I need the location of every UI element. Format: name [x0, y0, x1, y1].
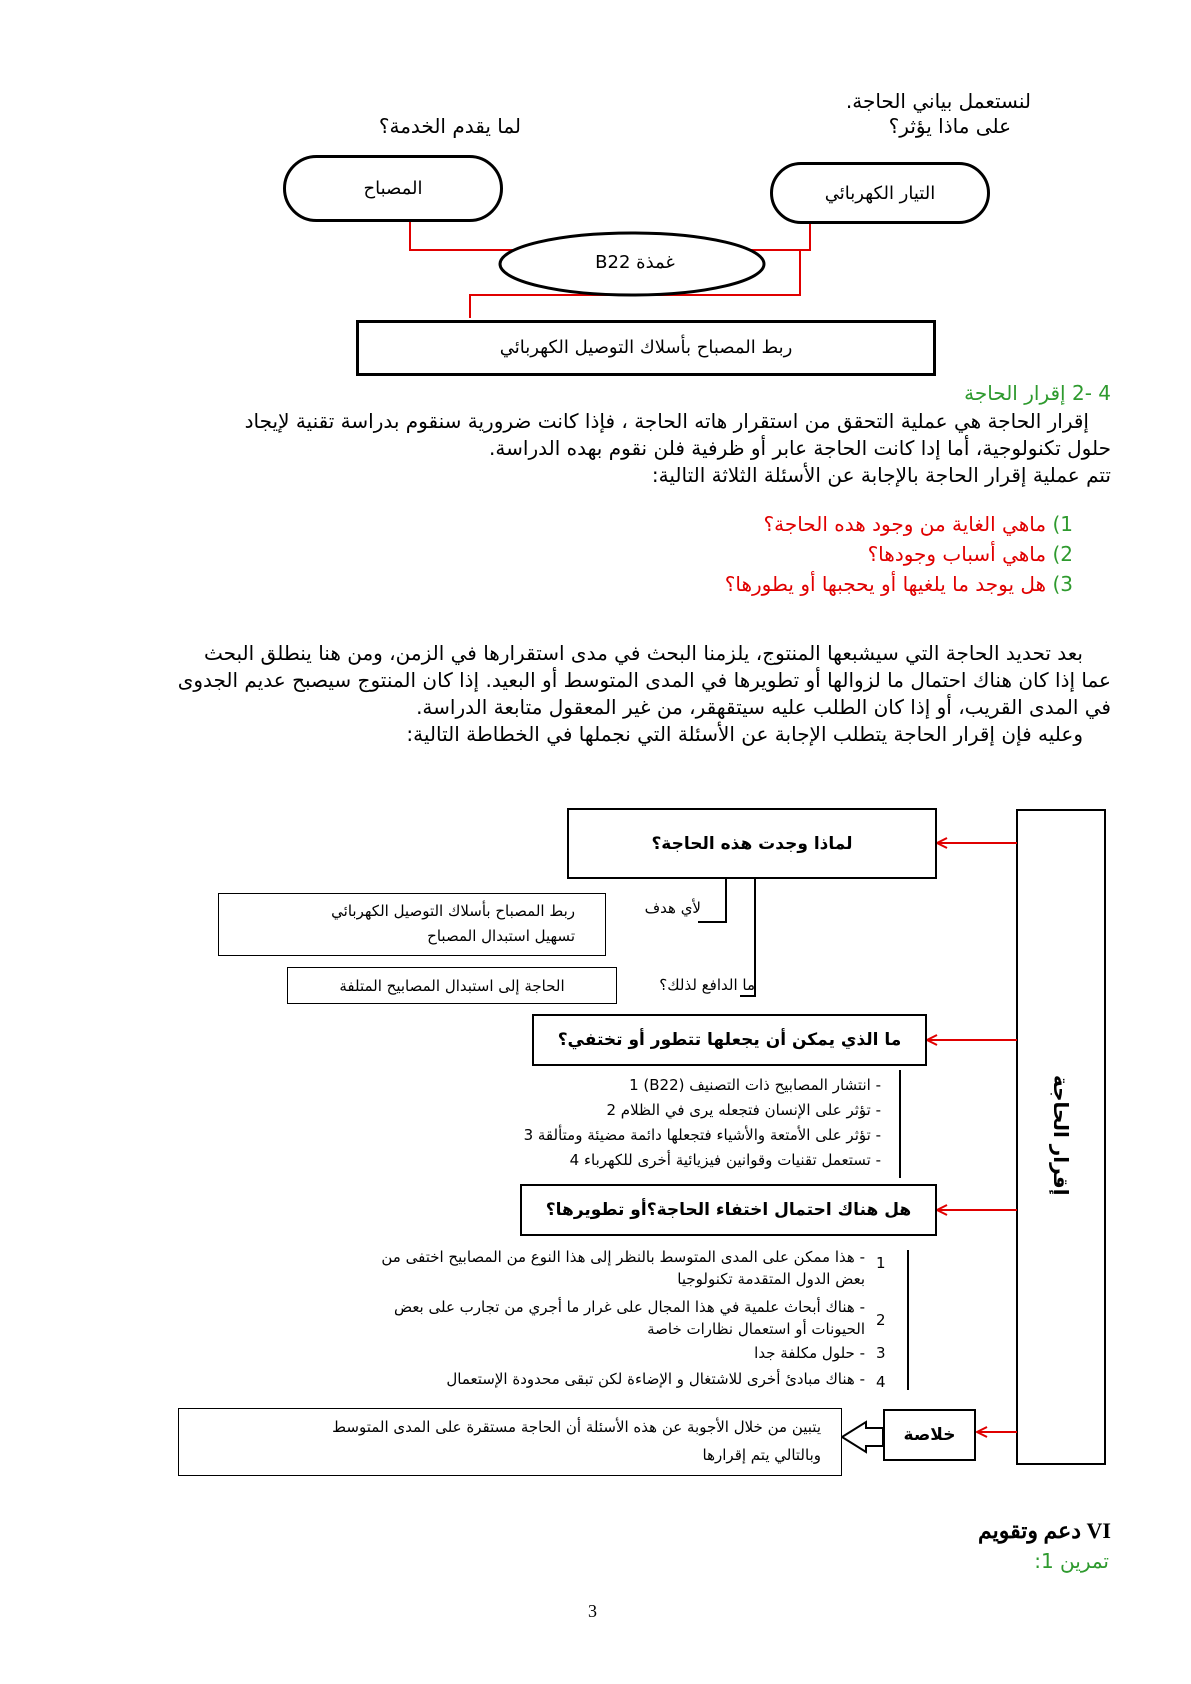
question-1-num: 1) — [1052, 512, 1073, 536]
lamp-label: المصباح — [363, 178, 423, 199]
para1-line3: تتم عملية إقرار الحاجة بالإجابة عن الأسئلة الثلاثة التالية: — [651, 463, 1111, 487]
para2-line4: وعليه فإن إقرار الحاجة يتطلب الإجابة عن الأسئلة التي نجملها في الخطاطة التالية: — [406, 722, 1083, 746]
q2-item-2: - تؤثر على الإنسان فتجعله يرى في الظلام 2 — [606, 1101, 881, 1119]
q3-item-2-line1: - هناك أبحاث علمية في هذا المجال على غرار ما أجري من تجارب على بعض — [393, 1298, 865, 1316]
q3-item-2-line2: الحيونات أو استعمال نظارات خاصة — [647, 1320, 865, 1338]
section-heading: 4 -2 إقرار الحاجة — [964, 381, 1111, 405]
side-label-text: إقرار الحاجة — [1049, 1074, 1073, 1196]
q3-item-1-line1: - هذا ممكن على المدى المتوسط بالنظر إلى هذا النوع من المصابيح اختفى من — [381, 1248, 865, 1266]
current-label: التيار الكهربائي — [824, 182, 936, 204]
question-2-num: 2) — [1052, 542, 1073, 566]
socket-label: غمذة B22 — [595, 252, 675, 273]
purpose-label: ربط المصباح بأسلاك التوصيل الكهربائي — [499, 337, 793, 358]
why-label: لأي هدف — [644, 899, 701, 917]
exercise-1-label: تمرين 1: — [1034, 1549, 1109, 1573]
q3-item-1-num: 1 — [876, 1254, 886, 1272]
conclusion-box — [883, 1409, 976, 1461]
question-3-text: هل يوجد ما يلغيها أو يحجبها أو يطورها؟ — [724, 572, 1047, 596]
para2-line2: عما إذا كان هناك احتمال ما لزوالها أو تطويرها في المدى المتوسط أو البعيد. إذا كان المنتوج سيصبح عديم الجدوى — [177, 668, 1111, 692]
q3-item-2-num: 2 — [876, 1311, 886, 1329]
page-number: 3 — [588, 1601, 597, 1621]
side-label — [1046, 955, 1076, 1315]
q2-label: ما الذي يمكن أن يجعلها تتطور أو تختفي؟ — [557, 1030, 902, 1050]
conclusion-line1: يتبين من خلال الأجوبة عن هذه الأسئلة أن الحاجة مستقرة على المدى المتوسط — [332, 1418, 821, 1436]
intro-line: لنستعمل بياني الحاجة. — [845, 89, 1031, 113]
why-answer-line2: تسهيل استبدال المصباح — [427, 927, 575, 945]
q2-item-3: - تؤثر على الأمتعة والأشياء فتجعلها دائمة مضيئة ومتألقة 3 — [523, 1126, 881, 1144]
q2-item-1: - انتشار المصابيح ذات التصنيف (B22) 1 — [629, 1076, 881, 1094]
para2-line3: في المدى القريب، أو إذا كان الطلب عليه سيتقهقر، من غير المعقول متابعة الدراسة. — [416, 695, 1111, 719]
q1-label: لماذا وجدت هذه الحاجة؟ — [651, 833, 853, 854]
q3-item-3-line1: - حلول مكلفة جدا — [754, 1344, 865, 1362]
q3-item-3-num: 3 — [876, 1344, 886, 1362]
motive-answer: الحاجة إلى استبدال المصابيح المتلفة — [339, 976, 565, 995]
q3-item-4-line1: - هناك مبادئ أخرى للاشتغال و الإضاءة لكن تبقى محدودة الإستعمال — [446, 1370, 865, 1388]
conclusion-line2: وبالتالي يتم إقرارها — [702, 1446, 821, 1464]
section-vi-title: VI دعم وتقويم — [977, 1518, 1111, 1543]
q3-item-1-line2: بعض الدول المتقدمة تكنولوجيا — [677, 1270, 865, 1288]
question-3-num: 3) — [1052, 572, 1073, 596]
why-answer-box — [218, 893, 606, 956]
motive-answer-box — [287, 967, 617, 1004]
q1-box — [567, 808, 937, 879]
q3-label: هل هناك احتمال اختفاء الحاجة؟أو تطويرها؟ — [545, 1200, 912, 1220]
question-serves: لما يقدم الخدمة؟ — [378, 114, 521, 138]
question-1-text: ماهي الغاية من وجود هده الحاجة؟ — [763, 512, 1047, 536]
question-2-text: ماهي أسباب وجودها؟ — [867, 542, 1047, 566]
para1-line1: إقرار الحاجة هي عملية التحقق من استقرار هاته الحاجة ، فإذا كانت ضرورية سنقوم بدراسة تقنية لإيجاد — [244, 409, 1089, 433]
question-affects: على ماذا يؤثر؟ — [888, 114, 1011, 138]
para1-line2: حلول تكنولوجية، أما إدا كانت الحاجة عابر أو ظرفية فلن نقوم بهده الدراسة. — [489, 436, 1111, 460]
q3-item-4-num: 4 — [876, 1373, 886, 1391]
conclusion-label: خلاصة — [903, 1425, 956, 1445]
q3-box — [520, 1184, 937, 1236]
motive-label: ما الدافع لذلك؟ — [659, 976, 755, 994]
why-answer-line1: ربط المصباح بأسلاك التوصيل الكهربائي — [331, 902, 575, 920]
q2-box — [532, 1014, 927, 1066]
conclusion-text-box — [178, 1408, 842, 1476]
para2-line1: بعد تحديد الحاجة التي سيشبعها المنتوج، يلزمنا البحث في مدى استقرارها في الزمن، ومن هنا ينطلق البحث — [203, 641, 1083, 665]
q2-item-4: - تستعمل تقنيات وقوانين فيزيائية أخرى للكهرباء 4 — [569, 1151, 881, 1169]
